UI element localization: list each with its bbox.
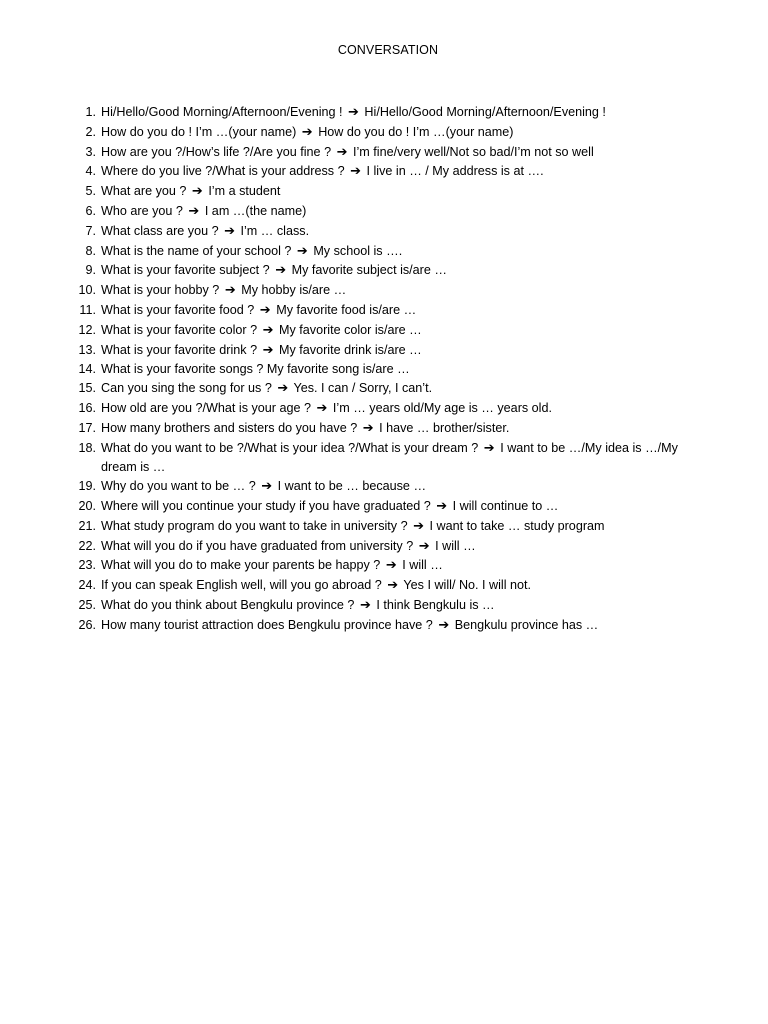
list-item-number: 15. [78,381,96,396]
list-item [0,182,705,202]
right-arrow-icon: ➔ [316,400,328,416]
list-item [0,301,705,321]
right-arrow-icon: ➔ [359,597,371,613]
question-text: What is your favorite drink ? [101,342,258,357]
list-item-number: 16. [78,400,96,415]
list-item-number: 25. [78,597,96,612]
answer-text: Bengkulu province has … [454,617,599,632]
question-text: Who are you ? [101,203,183,218]
right-arrow-icon: ➔ [262,322,274,338]
answer-text: I’m fine/very well/Not so bad/I’m not so well [352,144,594,159]
list-item [0,517,705,537]
list-item-number: 19. [78,479,96,494]
question-text: What do you think about Bengkulu province ? [101,597,355,612]
answer-text: I think Bengkulu is … [376,597,495,612]
question-text: What is your favorite subject ? [101,263,270,278]
question-text: What is your hobby ? [101,283,220,298]
list-item-number: 11. [79,302,96,317]
answer-text: Hi/Hello/Good Morning/Afternoon/Evening ! [364,105,606,119]
question-text: What study program do you want to take in university ? [101,518,408,533]
answer-text: I want to be … because … [277,479,427,494]
question-text: Hi/Hello/Good Morning/Afternoon/Evening ! [101,105,343,119]
right-arrow-icon: ➔ [483,440,495,456]
answer-text: My favorite color is/are … [279,322,422,337]
list-item [0,261,705,281]
question-text: How do you do ! I’m …(your name) [101,124,297,139]
question-text: Where will you continue your study if you have graduated ? [101,498,431,513]
list-item [0,477,705,497]
list-item-number: 7. [85,223,96,238]
list-item [0,321,705,341]
right-arrow-icon: ➔ [262,342,274,358]
question-text: What class are you ? [101,223,219,238]
right-arrow-icon: ➔ [348,105,359,120]
answer-text: My school is …. [313,243,403,258]
list-item [0,497,705,517]
list-item [0,576,705,596]
list-item-number: 26. [78,617,96,632]
list-item-number: 3. [85,144,96,159]
answer-text: I am …(the name) [204,203,307,218]
list-item [0,419,705,439]
question-text: What is your favorite food ? [101,302,255,317]
list-item-number: 24. [78,578,96,593]
list-item [0,341,705,361]
question-text: How many brothers and sisters do you have ? [101,420,358,435]
list-item-number: 4. [85,164,96,179]
answer-text: I will … [435,538,476,553]
list-item-number: 9. [85,263,96,278]
answer-text: I want to take … study program [429,518,605,533]
right-arrow-icon: ➔ [261,479,273,495]
list-item [0,556,705,576]
right-arrow-icon: ➔ [350,164,361,180]
right-arrow-icon: ➔ [301,124,313,140]
page-title: CONVERSATION [337,43,439,57]
right-arrow-icon: ➔ [275,263,287,279]
answer-text: My favorite drink is/are … [279,342,422,357]
list-item [0,596,705,616]
list-item-number: 13. [78,342,96,357]
answer-text: I will continue to … [452,498,559,513]
list-item [0,537,705,557]
question-text: Can you sing the song for us ? [101,381,272,396]
answer-text: Yes I will/ No. I will not. [403,578,532,593]
question-text: Why do you want to be … ? [101,479,256,494]
answer-text: I will … [402,558,443,573]
list-item-number: 23. [78,558,96,573]
list-item-number: 1. [85,105,96,119]
list-item [0,379,705,399]
list-item-number: 8. [85,243,96,258]
question-text: What do you want to be ?/What is your idea ?/What is your dream ? [101,440,479,455]
right-arrow-icon: ➔ [387,578,399,594]
question-text: What will you do if you have graduated from university ? [101,538,414,553]
answer-text: My favorite subject is/are … [291,263,447,278]
list-item-number: 17. [78,420,96,435]
question-text: What is the name of your school ? [101,243,292,258]
answer-text: I have … brother/sister. [379,420,510,435]
question-text: If you can speak English well, will you go abroad ? [101,578,382,593]
answer-text: Yes. I can / Sorry, I can’t. [293,381,433,396]
right-arrow-icon: ➔ [438,617,450,633]
list-item-number: 10. [78,283,96,298]
right-arrow-icon: ➔ [224,283,236,299]
question-text: How many tourist attraction does Bengkulu province have ? [101,617,433,632]
list-item [0,242,705,262]
list-item [0,162,705,182]
list-item [0,222,705,242]
right-arrow-icon: ➔ [385,558,397,574]
answer-text: I’m a student [208,184,281,199]
list-item [0,103,705,123]
question-text: What is your favorite songs ? My favorite song is/are … [101,362,410,377]
list-item-number: 21. [78,518,96,533]
right-arrow-icon: ➔ [362,420,374,436]
answer-text: I live in … / My address is at …. [366,164,544,179]
list-item [0,143,705,163]
right-arrow-icon: ➔ [418,538,430,554]
right-arrow-icon: ➔ [191,184,203,200]
answer-text: I’m … years old/My age is … years old. [332,400,552,415]
answer-text: My hobby is/are … [241,283,347,298]
list-item-number: 18. [78,440,96,455]
list-item [0,439,705,478]
question-text: What is your favorite color ? [101,322,258,337]
list-item [0,399,705,419]
list-item [0,616,705,636]
right-arrow-icon: ➔ [259,302,271,318]
list-item [0,123,705,143]
right-arrow-icon: ➔ [413,518,425,534]
right-arrow-icon: ➔ [224,223,235,239]
answer-text: My favorite food is/are … [276,302,417,317]
list-item [0,360,705,379]
list-item-number: 5. [85,184,96,199]
list-item [0,281,705,301]
answer-text: How do you do ! I’m …(your name) [318,124,514,139]
list-item [0,202,705,222]
right-arrow-icon: ➔ [188,203,200,219]
question-text: Where do you live ?/What is your address ? [101,164,345,179]
answer-text: I want to be …/My idea is …/My dream is … [101,440,678,475]
right-arrow-icon: ➔ [336,144,348,160]
question-text: What are you ? [101,184,187,199]
question-text: How old are you ?/What is your age ? [101,400,312,415]
list-item-number: 6. [85,203,96,218]
right-arrow-icon: ➔ [296,243,308,259]
list-item-number: 22. [78,538,96,553]
question-text: How are you ?/How’s life ?/Are you fine ? [101,144,332,159]
question-text: What will you do to make your parents be happy ? [101,558,381,573]
answer-text: I’m … class. [240,223,310,238]
conversation-list [0,103,768,636]
right-arrow-icon: ➔ [436,498,448,514]
list-item-number: 12. [78,322,96,337]
right-arrow-icon: ➔ [277,381,289,397]
list-item-number: 20. [78,498,96,513]
list-item-number: 2. [85,124,96,139]
list-item-number: 14. [78,362,96,377]
